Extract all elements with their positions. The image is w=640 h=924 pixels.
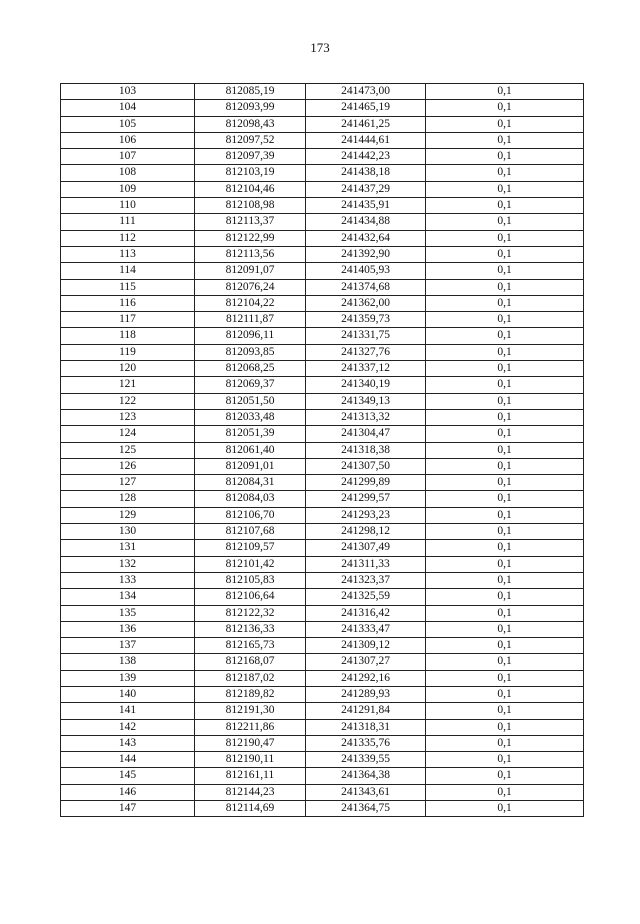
x-coordinate-cell: 812033,48 xyxy=(195,409,306,425)
point-number-cell: 142 xyxy=(61,719,195,735)
error-value-cell: 0,1 xyxy=(426,312,584,328)
x-coordinate-cell: 812105,83 xyxy=(195,572,306,588)
y-coordinate-cell: 241307,49 xyxy=(306,540,426,556)
error-value-cell: 0,1 xyxy=(426,589,584,605)
point-number-cell: 116 xyxy=(61,295,195,311)
y-coordinate-cell: 241432,64 xyxy=(306,230,426,246)
y-coordinate-cell: 241311,33 xyxy=(306,556,426,572)
point-number-cell: 143 xyxy=(61,735,195,751)
y-coordinate-cell: 241364,38 xyxy=(306,768,426,784)
point-number-cell: 103 xyxy=(61,84,195,100)
error-value-cell: 0,1 xyxy=(426,149,584,165)
table-row xyxy=(61,589,584,605)
point-number-cell: 132 xyxy=(61,556,195,572)
point-number-cell: 130 xyxy=(61,524,195,540)
point-number-cell: 138 xyxy=(61,654,195,670)
point-number-cell: 135 xyxy=(61,605,195,621)
table-row xyxy=(61,344,584,360)
error-value-cell: 0,1 xyxy=(426,198,584,214)
point-number-cell: 140 xyxy=(61,686,195,702)
x-coordinate-cell: 812101,42 xyxy=(195,556,306,572)
table-row xyxy=(61,426,584,442)
error-value-cell: 0,1 xyxy=(426,165,584,181)
x-coordinate-cell: 812103,19 xyxy=(195,165,306,181)
coordinates-table xyxy=(60,83,584,817)
x-coordinate-cell: 812104,46 xyxy=(195,181,306,197)
error-value-cell: 0,1 xyxy=(426,491,584,507)
y-coordinate-cell: 241313,32 xyxy=(306,409,426,425)
y-coordinate-cell: 241392,90 xyxy=(306,246,426,262)
x-coordinate-cell: 812091,07 xyxy=(195,263,306,279)
table-row xyxy=(61,165,584,181)
y-coordinate-cell: 241304,47 xyxy=(306,426,426,442)
point-number-cell: 110 xyxy=(61,198,195,214)
point-number-cell: 147 xyxy=(61,801,195,817)
x-coordinate-cell: 812191,30 xyxy=(195,703,306,719)
point-number-cell: 112 xyxy=(61,230,195,246)
x-coordinate-cell: 812093,85 xyxy=(195,344,306,360)
point-number-cell: 121 xyxy=(61,377,195,393)
x-coordinate-cell: 812189,82 xyxy=(195,686,306,702)
point-number-cell: 127 xyxy=(61,475,195,491)
x-coordinate-cell: 812187,02 xyxy=(195,670,306,686)
error-value-cell: 0,1 xyxy=(426,703,584,719)
point-number-cell: 106 xyxy=(61,132,195,148)
y-coordinate-cell: 241333,47 xyxy=(306,621,426,637)
x-coordinate-cell: 812096,11 xyxy=(195,328,306,344)
x-coordinate-cell: 812084,31 xyxy=(195,475,306,491)
x-coordinate-cell: 812104,22 xyxy=(195,295,306,311)
x-coordinate-cell: 812091,01 xyxy=(195,458,306,474)
error-value-cell: 0,1 xyxy=(426,377,584,393)
error-value-cell: 0,1 xyxy=(426,116,584,132)
point-number-cell: 129 xyxy=(61,507,195,523)
point-number-cell: 111 xyxy=(61,214,195,230)
x-coordinate-cell: 812113,56 xyxy=(195,246,306,262)
table-row xyxy=(61,409,584,425)
point-number-cell: 117 xyxy=(61,312,195,328)
table-row xyxy=(61,556,584,572)
y-coordinate-cell: 241442,23 xyxy=(306,149,426,165)
table-row xyxy=(61,735,584,751)
table-row xyxy=(61,312,584,328)
error-value-cell: 0,1 xyxy=(426,181,584,197)
table-row xyxy=(61,686,584,702)
error-value-cell: 0,1 xyxy=(426,295,584,311)
error-value-cell: 0,1 xyxy=(426,572,584,588)
table-row xyxy=(61,393,584,409)
point-number-cell: 105 xyxy=(61,116,195,132)
error-value-cell: 0,1 xyxy=(426,670,584,686)
error-value-cell: 0,1 xyxy=(426,230,584,246)
error-value-cell: 0,1 xyxy=(426,361,584,377)
y-coordinate-cell: 241362,00 xyxy=(306,295,426,311)
y-coordinate-cell: 241339,55 xyxy=(306,752,426,768)
y-coordinate-cell: 241335,76 xyxy=(306,735,426,751)
point-number-cell: 126 xyxy=(61,458,195,474)
error-value-cell: 0,1 xyxy=(426,638,584,654)
table-row xyxy=(61,116,584,132)
error-value-cell: 0,1 xyxy=(426,524,584,540)
point-number-cell: 104 xyxy=(61,100,195,116)
x-coordinate-cell: 812113,37 xyxy=(195,214,306,230)
x-coordinate-cell: 812084,03 xyxy=(195,491,306,507)
error-value-cell: 0,1 xyxy=(426,475,584,491)
error-value-cell: 0,1 xyxy=(426,752,584,768)
point-number-cell: 146 xyxy=(61,784,195,800)
error-value-cell: 0,1 xyxy=(426,263,584,279)
y-coordinate-cell: 241374,68 xyxy=(306,279,426,295)
point-number-cell: 131 xyxy=(61,540,195,556)
table-row xyxy=(61,491,584,507)
y-coordinate-cell: 241309,12 xyxy=(306,638,426,654)
x-coordinate-cell: 812108,98 xyxy=(195,198,306,214)
point-number-cell: 137 xyxy=(61,638,195,654)
error-value-cell: 0,1 xyxy=(426,328,584,344)
x-coordinate-cell: 812122,99 xyxy=(195,230,306,246)
y-coordinate-cell: 241318,31 xyxy=(306,719,426,735)
table-row xyxy=(61,214,584,230)
point-number-cell: 115 xyxy=(61,279,195,295)
point-number-cell: 124 xyxy=(61,426,195,442)
x-coordinate-cell: 812051,50 xyxy=(195,393,306,409)
table-row xyxy=(61,279,584,295)
error-value-cell: 0,1 xyxy=(426,801,584,817)
table-row xyxy=(61,230,584,246)
x-coordinate-cell: 812097,52 xyxy=(195,132,306,148)
table-row xyxy=(61,263,584,279)
error-value-cell: 0,1 xyxy=(426,393,584,409)
error-value-cell: 0,1 xyxy=(426,442,584,458)
table-row xyxy=(61,458,584,474)
y-coordinate-cell: 241343,61 xyxy=(306,784,426,800)
y-coordinate-cell: 241331,75 xyxy=(306,328,426,344)
x-coordinate-cell: 812136,33 xyxy=(195,621,306,637)
error-value-cell: 0,1 xyxy=(426,768,584,784)
point-number-cell: 133 xyxy=(61,572,195,588)
x-coordinate-cell: 812111,87 xyxy=(195,312,306,328)
error-value-cell: 0,1 xyxy=(426,556,584,572)
table-row xyxy=(61,132,584,148)
table-row xyxy=(61,801,584,817)
x-coordinate-cell: 812211,86 xyxy=(195,719,306,735)
x-coordinate-cell: 812161,11 xyxy=(195,768,306,784)
y-coordinate-cell: 241316,42 xyxy=(306,605,426,621)
table-row xyxy=(61,654,584,670)
table-row xyxy=(61,524,584,540)
error-value-cell: 0,1 xyxy=(426,686,584,702)
point-number-cell: 145 xyxy=(61,768,195,784)
table-row xyxy=(61,328,584,344)
x-coordinate-cell: 812109,57 xyxy=(195,540,306,556)
x-coordinate-cell: 812093,99 xyxy=(195,100,306,116)
point-number-cell: 123 xyxy=(61,409,195,425)
table-row xyxy=(61,361,584,377)
y-coordinate-cell: 241340,19 xyxy=(306,377,426,393)
y-coordinate-cell: 241434,88 xyxy=(306,214,426,230)
point-number-cell: 144 xyxy=(61,752,195,768)
y-coordinate-cell: 241293,23 xyxy=(306,507,426,523)
y-coordinate-cell: 241292,16 xyxy=(306,670,426,686)
x-coordinate-cell: 812097,39 xyxy=(195,149,306,165)
point-number-cell: 122 xyxy=(61,393,195,409)
point-number-cell: 128 xyxy=(61,491,195,507)
x-coordinate-cell: 812114,69 xyxy=(195,801,306,817)
error-value-cell: 0,1 xyxy=(426,344,584,360)
y-coordinate-cell: 241359,73 xyxy=(306,312,426,328)
y-coordinate-cell: 241438,18 xyxy=(306,165,426,181)
point-number-cell: 120 xyxy=(61,361,195,377)
point-number-cell: 107 xyxy=(61,149,195,165)
y-coordinate-cell: 241364,75 xyxy=(306,801,426,817)
point-number-cell: 109 xyxy=(61,181,195,197)
table-row xyxy=(61,84,584,100)
point-number-cell: 125 xyxy=(61,442,195,458)
y-coordinate-cell: 241307,27 xyxy=(306,654,426,670)
x-coordinate-cell: 812144,23 xyxy=(195,784,306,800)
page-number: 173 xyxy=(310,40,330,55)
error-value-cell: 0,1 xyxy=(426,100,584,116)
table-row xyxy=(61,507,584,523)
table-row xyxy=(61,784,584,800)
x-coordinate-cell: 812190,11 xyxy=(195,752,306,768)
point-number-cell: 108 xyxy=(61,165,195,181)
point-number-cell: 141 xyxy=(61,703,195,719)
x-coordinate-cell: 812076,24 xyxy=(195,279,306,295)
y-coordinate-cell: 241435,91 xyxy=(306,198,426,214)
error-value-cell: 0,1 xyxy=(426,719,584,735)
error-value-cell: 0,1 xyxy=(426,735,584,751)
table-row xyxy=(61,246,584,262)
table-row xyxy=(61,621,584,637)
x-coordinate-cell: 812106,64 xyxy=(195,589,306,605)
y-coordinate-cell: 241461,25 xyxy=(306,116,426,132)
y-coordinate-cell: 241307,50 xyxy=(306,458,426,474)
coordinates-table-body xyxy=(61,84,584,817)
error-value-cell: 0,1 xyxy=(426,132,584,148)
error-value-cell: 0,1 xyxy=(426,507,584,523)
table-row xyxy=(61,540,584,556)
x-coordinate-cell: 812107,68 xyxy=(195,524,306,540)
y-coordinate-cell: 241298,12 xyxy=(306,524,426,540)
y-coordinate-cell: 241337,12 xyxy=(306,361,426,377)
x-coordinate-cell: 812068,25 xyxy=(195,361,306,377)
error-value-cell: 0,1 xyxy=(426,605,584,621)
y-coordinate-cell: 241299,89 xyxy=(306,475,426,491)
y-coordinate-cell: 241299,57 xyxy=(306,491,426,507)
y-coordinate-cell: 241318,38 xyxy=(306,442,426,458)
error-value-cell: 0,1 xyxy=(426,279,584,295)
y-coordinate-cell: 241327,76 xyxy=(306,344,426,360)
table-row xyxy=(61,605,584,621)
error-value-cell: 0,1 xyxy=(426,621,584,637)
point-number-cell: 119 xyxy=(61,344,195,360)
x-coordinate-cell: 812190,47 xyxy=(195,735,306,751)
x-coordinate-cell: 812069,37 xyxy=(195,377,306,393)
table-row xyxy=(61,442,584,458)
error-value-cell: 0,1 xyxy=(426,426,584,442)
y-coordinate-cell: 241405,93 xyxy=(306,263,426,279)
x-coordinate-cell: 812122,32 xyxy=(195,605,306,621)
y-coordinate-cell: 241349,13 xyxy=(306,393,426,409)
table-row xyxy=(61,670,584,686)
error-value-cell: 0,1 xyxy=(426,409,584,425)
y-coordinate-cell: 241437,29 xyxy=(306,181,426,197)
table-row xyxy=(61,475,584,491)
y-coordinate-cell: 241444,61 xyxy=(306,132,426,148)
error-value-cell: 0,1 xyxy=(426,654,584,670)
x-coordinate-cell: 812085,19 xyxy=(195,84,306,100)
table-row xyxy=(61,768,584,784)
error-value-cell: 0,1 xyxy=(426,458,584,474)
x-coordinate-cell: 812168,07 xyxy=(195,654,306,670)
point-number-cell: 134 xyxy=(61,589,195,605)
point-number-cell: 136 xyxy=(61,621,195,637)
table-row xyxy=(61,295,584,311)
y-coordinate-cell: 241291,84 xyxy=(306,703,426,719)
x-coordinate-cell: 812061,40 xyxy=(195,442,306,458)
x-coordinate-cell: 812051,39 xyxy=(195,426,306,442)
table-row xyxy=(61,198,584,214)
y-coordinate-cell: 241323,37 xyxy=(306,572,426,588)
x-coordinate-cell: 812098,43 xyxy=(195,116,306,132)
y-coordinate-cell: 241325,59 xyxy=(306,589,426,605)
table-row xyxy=(61,377,584,393)
point-number-cell: 139 xyxy=(61,670,195,686)
table-row xyxy=(61,572,584,588)
table-row xyxy=(61,149,584,165)
y-coordinate-cell: 241465,19 xyxy=(306,100,426,116)
error-value-cell: 0,1 xyxy=(426,214,584,230)
table-row xyxy=(61,719,584,735)
point-number-cell: 114 xyxy=(61,263,195,279)
table-row xyxy=(61,181,584,197)
table-row xyxy=(61,100,584,116)
table-row xyxy=(61,703,584,719)
x-coordinate-cell: 812106,70 xyxy=(195,507,306,523)
y-coordinate-cell: 241473,00 xyxy=(306,84,426,100)
error-value-cell: 0,1 xyxy=(426,784,584,800)
error-value-cell: 0,1 xyxy=(426,540,584,556)
point-number-cell: 118 xyxy=(61,328,195,344)
point-number-cell: 113 xyxy=(61,246,195,262)
y-coordinate-cell: 241289,93 xyxy=(306,686,426,702)
x-coordinate-cell: 812165,73 xyxy=(195,638,306,654)
error-value-cell: 0,1 xyxy=(426,246,584,262)
table-row xyxy=(61,752,584,768)
error-value-cell: 0,1 xyxy=(426,84,584,100)
table-row xyxy=(61,638,584,654)
